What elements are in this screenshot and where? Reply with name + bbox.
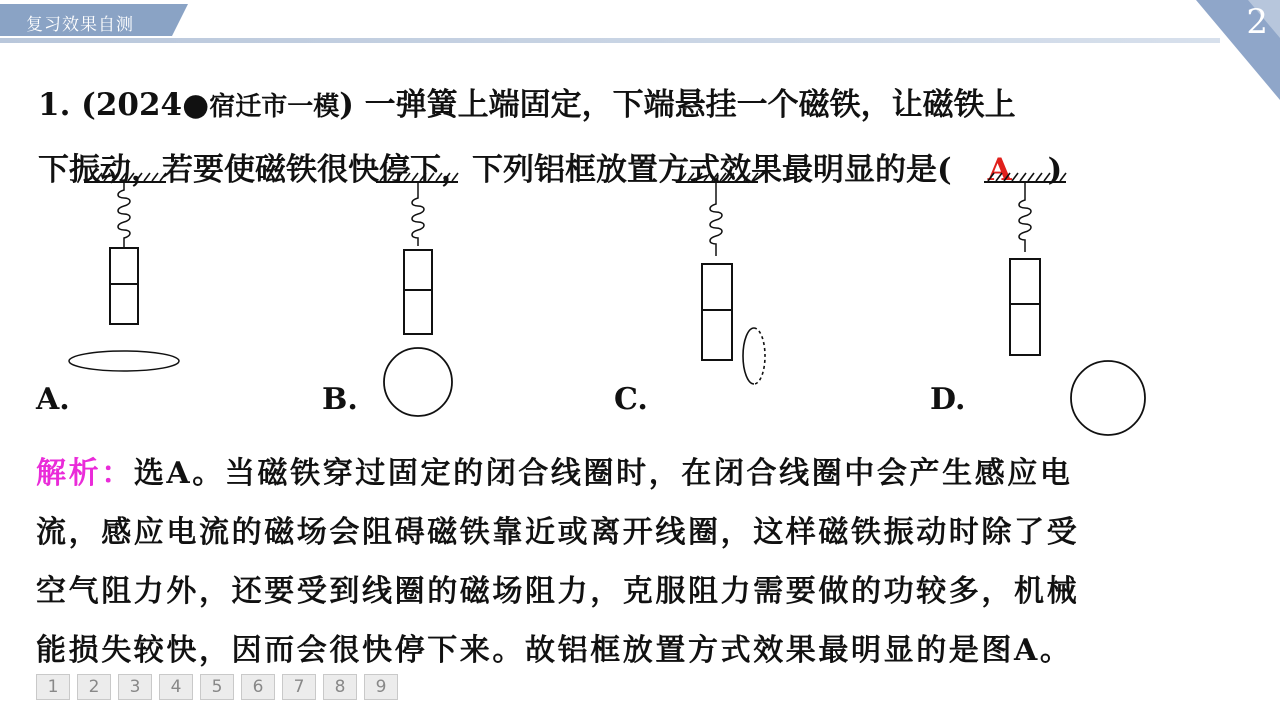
question-stem-1: 一弹簧上端固定，下端悬挂一个磁铁，让磁铁上 xyxy=(364,87,1016,123)
page-link-4[interactable]: 4 xyxy=(159,674,193,700)
question-number: 1. xyxy=(38,87,71,123)
page-link-8[interactable]: 8 xyxy=(323,674,357,700)
figure-a xyxy=(60,170,210,450)
section-title: 复习效果自测 xyxy=(26,15,134,35)
question-line-1 xyxy=(38,74,1248,139)
page-link-9[interactable]: 9 xyxy=(364,674,398,700)
analysis-tag: 解析： xyxy=(36,456,134,491)
question-source-close: ) xyxy=(339,87,354,123)
question-stem-2: 下振动，若要使磁铁很快停下，下列铝框放置方式效果最明显的是( xyxy=(38,152,952,188)
page-link-1[interactable]: 1 xyxy=(36,674,70,700)
question-source-open: (2024 xyxy=(81,87,183,123)
page-link-2[interactable]: 2 xyxy=(77,674,111,700)
option-c-label: C. xyxy=(614,382,648,417)
section-tab xyxy=(0,4,188,36)
question-source: 宿迁市一模 xyxy=(209,92,340,122)
question-stem-close: ) xyxy=(1047,152,1063,188)
page-link-7[interactable]: 7 xyxy=(282,674,316,700)
page-link-6[interactable]: 6 xyxy=(241,674,275,700)
page-link-3[interactable]: 3 xyxy=(118,674,152,700)
analysis-text-1: 选A。当磁铁穿过固定的闭合线圈时，在闭合线圈中会产生感应电 xyxy=(133,456,1073,491)
analysis-block xyxy=(36,444,1251,680)
analysis-line-1 xyxy=(36,444,1251,503)
figure-b xyxy=(360,170,480,450)
option-a-label: A. xyxy=(36,382,70,417)
header-divider xyxy=(0,38,1220,43)
option-d-label: D. xyxy=(930,382,966,417)
page-navigator xyxy=(36,674,398,700)
analysis-line-2: 流，感应电流的磁场会阻碍磁铁靠近或离开线圈，这样磁铁振动时除了受 xyxy=(36,515,1080,550)
analysis-line-4: 能损失较快，因而会很快停下来。故铝框放置方式效果最明显的是图A。 xyxy=(36,633,1073,668)
answer-value: A xyxy=(987,152,1012,188)
page-link-5[interactable]: 5 xyxy=(200,674,234,700)
figure-c xyxy=(668,170,788,450)
analysis-line-3: 空气阻力外，还要受到线圈的磁场阻力，克服阻力需要做的功较多，机械 xyxy=(36,574,1080,609)
bullet-icon: ● xyxy=(182,87,210,123)
page-number: 2 xyxy=(1246,2,1268,42)
option-b-label: B. xyxy=(322,382,358,417)
figure-d xyxy=(976,170,1156,450)
